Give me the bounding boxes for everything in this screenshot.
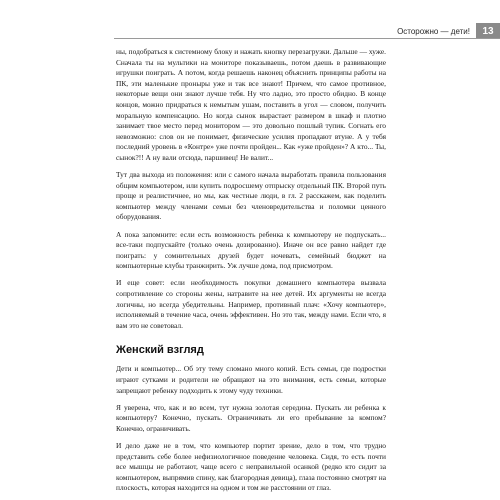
paragraph-7: И дело даже не в том, что компьютер портит зрение, дело в том, что трудно представить себе более нефизиологичное поведение человека. Сидя, то есть почти все мышцы не работают, чаще всего с неправильной осанкой (редко кто сидит за компьютером, выпрямив спину, как благородная девица), глаза постоянно смотрят на плоскость, которая находится на одном и том же расстоянии от глаз. [116, 440, 386, 493]
header-rule [114, 38, 500, 39]
paragraph-6: Я уверена, что, как и во всем, тут нужна золотая середина. Пускать ли ребенка к компьютеру? Конечно, пускать. Ограничивать ли его пребывание за компом? Конечно, ограничивать. [116, 402, 386, 433]
paragraph-2: Тут два выхода из положения: или с самого начала выработать правила пользования общим компьютером, или купить подросшему отпрыску отдельный ПК. Второй путь проще и реалистичнее, но мы, как честные люди, в гл. 2 расскажем, как поделить компьютер между членами семьи без членовредительства и поломки ценного оборудования. [116, 170, 386, 222]
page-body [116, 47, 386, 494]
section-heading: Женский взгляд [116, 344, 204, 357]
running-title: Осторожно — дети! [397, 26, 470, 36]
page-number: 13 [476, 23, 500, 39]
paragraph-3: А пока запомните: если есть возможность ребенка к компьютеру не подпускать... все-таки подпускайте (только очень дозированно). Иначе он все равно найдет где поиграть: у сомнительных друзей будет ночевать, семейный бюджет на компьютерные клубы транжирить. Уж лучше дома, под присмотром. [116, 229, 386, 271]
paragraph-1: ны, подобраться к системному блоку и нажать кнопку перезагрузки. Дальше — хуже. Сначала ты на мультики на мониторе показываешь, потом даешь в развивающие игрушки поиграть. А потом, когда решаешь наконец объяснить принципы работы на ПК, эти маленькие проныры уже и так все знают! Причем, что самое противное, некоторые вещи они знают лучше тебя. Ну что ладно, это просто обидно. В конце концов, можно придраться к немытым ушам, поставить в угол — словом, получить моральную компенсацию. Но когда сынок вырастает размером в шкаф и плотно занимает твое место перед монитором — это довольно пошлый тупик. Согнать его невозможно: слов он не понимает, физические усилия пропадают втуне. А у тебя последний уровень в «Контре» уже почти пройден... Как «уже пройден»? А кто... Ты, сынок?!! А ну вали отсюда, паршивец! Не валит... [116, 47, 386, 162]
paragraph-5: Дети и компьютер... Об эту тему сломано много копий. Есть семьи, где подростки играют сутками и родители не обращают на это внимания, есть семьи, которые запрещают ребенку подходить к этому чуду техники. [116, 364, 386, 395]
running-header [397, 23, 500, 39]
paragraph-4: И еще совет: если необходимость покупки домашнего компьютера вызвала сопротивление со стороны жены, натравите на нее детей. Их аргументы не всегда логичны, но всегда убедительны. Например, противный плач: «Хочу компьютер», исполняемый в течение часа, очень эффективен. Но это так, между нами. Если что, я вам это не советовал. [116, 278, 386, 330]
